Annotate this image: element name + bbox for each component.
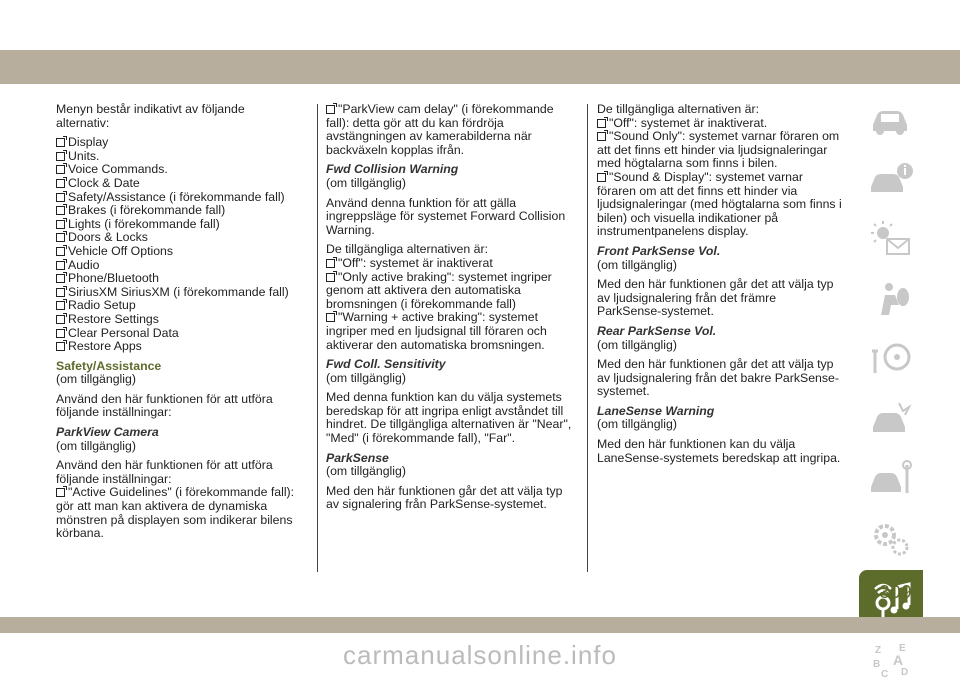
- car-wrench-icon: [869, 459, 913, 499]
- bullet-icon: [56, 488, 65, 497]
- bullet-icon: [326, 313, 335, 322]
- bullet-icon: [56, 193, 65, 202]
- car-crash-icon: [869, 399, 913, 439]
- front-parksense-availability: (om tillgänglig): [597, 257, 677, 272]
- car-warning-info-icon: [869, 159, 913, 199]
- list-item: Display: [56, 136, 296, 150]
- list-item: Clear Personal Data: [56, 327, 296, 341]
- tab-getting-to-know[interactable]: [859, 90, 923, 148]
- rear-parksense-text: Med den här funktionen går det att välja typ av ljudsignalering från det bakre ParkSense-systemet.: [597, 357, 839, 399]
- bullet-icon: [56, 152, 65, 161]
- tab-starting-driving[interactable]: [859, 270, 923, 328]
- list-item: SiriusXM SiriusXM (i förekommande fall): [56, 286, 296, 300]
- rear-parksense-availability: (om tillgänglig): [597, 337, 677, 352]
- header-band: [0, 50, 960, 84]
- safety-availability: (om tillgänglig): [56, 372, 136, 387]
- bullet-icon: [326, 105, 335, 114]
- column-1: [56, 103, 296, 547]
- svg-text:D: D: [901, 667, 909, 678]
- lanesense-heading: LaneSense Warning: [597, 403, 715, 418]
- fcw-options-intro: De tillgängliga alternativen är:: [326, 242, 489, 257]
- svg-text:B: B: [873, 659, 881, 670]
- svg-text:C: C: [881, 669, 889, 679]
- watermark: carmanualsonline.info: [343, 640, 617, 670]
- list-item: Doors & Locks: [56, 231, 296, 245]
- bullet-icon: [56, 247, 65, 256]
- fcw-heading: Fwd Collision Warning: [326, 162, 459, 177]
- list-item: Units.: [56, 150, 296, 164]
- bullet-icon: [56, 261, 65, 270]
- tab-servicing[interactable]: [859, 450, 923, 508]
- gears-icon: [869, 519, 913, 559]
- bullet-icon: [56, 315, 65, 324]
- list-item: Lights (i förekommande fall): [56, 218, 296, 232]
- bullet-icon: [56, 329, 65, 338]
- airbag-person-icon: [869, 279, 913, 319]
- bullet-icon: [56, 301, 65, 310]
- fcw-availability: (om tillgänglig): [326, 175, 406, 190]
- bullet-icon: [326, 273, 335, 282]
- sensitivity-heading: Fwd Coll. Sensitivity: [326, 357, 446, 372]
- bullet-icon: [56, 179, 65, 188]
- rear-parksense-heading: Rear ParkSense Vol.: [597, 323, 717, 338]
- parkview-delay-list: [326, 103, 578, 157]
- options-intro: De tillgängliga alternativen är:: [597, 102, 760, 116]
- list-item: "Active Guidelines" (i förekommande fall): gör att man kan aktivera de dynamiska mönstren på displayen som indikerar bilens körbana.: [56, 485, 295, 541]
- fcw-text: Använd denna funktion för att gälla ingreppsläge för systemet Forward Collision Warning.: [326, 195, 566, 237]
- bullet-icon: [56, 274, 65, 283]
- parkview-heading: ParkView Camera: [56, 425, 159, 440]
- list-item: "Only active braking": systemet ingriper genom att aktivera den automatiska bromsningen (i förekommande fall): [326, 269, 552, 311]
- list-item: "Sound Only": systemet varnar föraren om att det finns ett hinder via ljudsignaleringar med högtalarna som finns i bilen.: [597, 129, 840, 171]
- list-item: Restore Settings: [56, 313, 296, 327]
- list-item: Safety/Assistance (i förekommande fall): [56, 191, 296, 205]
- bullet-icon: [56, 138, 65, 147]
- bullet-icon: [56, 233, 65, 242]
- steering-tools-icon: [869, 339, 913, 379]
- safety-text: Använd den här funktionen för att utföra följande inställningar:: [56, 391, 273, 420]
- sensitivity-text: Med denna funktion kan du välja systemets beredskap för att ingripa enligt avståndet till hindret. De tillgängliga alternativen är "Near", "Med" (i förekommande fall), "Far".: [326, 390, 572, 446]
- car-info-icon: [869, 99, 913, 139]
- list-item: Radio Setup: [56, 299, 296, 313]
- top-margin: [0, 0, 960, 50]
- lanesense-text: Med den här funktionen kan du välja LaneSense-systemets beredskap att ingripa.: [597, 437, 841, 465]
- column-divider: [587, 104, 588, 572]
- parksense-options-list: [597, 117, 843, 239]
- bullet-icon: [56, 165, 65, 174]
- parkview-list: [56, 486, 296, 540]
- bullet-icon: [597, 132, 606, 141]
- bullet-icon: [56, 206, 65, 215]
- page-number: 309: [879, 582, 913, 602]
- parkview-availability: (om tillgänglig): [56, 438, 136, 453]
- bullet-icon: [326, 259, 335, 268]
- tab-instrument-panel[interactable]: [859, 150, 923, 208]
- bullet-icon: [597, 119, 606, 128]
- tab-emergency[interactable]: [859, 330, 923, 388]
- list-item: Vehicle Off Options: [56, 245, 296, 259]
- column-3: [597, 103, 843, 471]
- sensitivity-availability: (om tillgänglig): [326, 370, 406, 385]
- list-item: "Off": systemet är inaktiverat.: [597, 117, 843, 131]
- bullet-icon: [56, 342, 65, 351]
- lights-message-icon: [869, 219, 913, 259]
- list-item: "ParkView cam delay" (i förekommande fall): detta gör att du kan fördröja avstängningen av kamerabilderna när backväxeln kopplas ifrån.: [326, 102, 554, 157]
- bullet-icon: [597, 173, 606, 182]
- lanesense-availability: (om tillgänglig): [597, 417, 677, 432]
- list-item: "Off": systemet är inaktiverat: [326, 257, 578, 271]
- parkview-text: Använd den här funktionen för att utföra följande inställningar:: [56, 458, 273, 486]
- column-divider: [317, 104, 318, 572]
- safety-heading: Safety/Assistance: [56, 358, 162, 373]
- front-parksense-text: Med den här funktionen går det att välja typ av ljudsignalering från det främre ParkSense-systemet.: [597, 277, 834, 319]
- bullet-icon: [56, 288, 65, 297]
- tab-technical-specifications[interactable]: [859, 510, 923, 568]
- list-item: "Warning + active braking": systemet ingriper med en ljudsignal till föraren och aktiverar den automatiska bromsningen.: [326, 310, 547, 352]
- list-item: Restore Apps: [56, 340, 296, 354]
- list-item: Phone/Bluetooth: [56, 272, 296, 286]
- tab-in-an-emergency[interactable]: [859, 390, 923, 448]
- svg-text:E: E: [899, 643, 906, 654]
- list-item: Voice Commands.: [56, 163, 296, 177]
- fcw-options-list: [326, 257, 578, 352]
- parksense-availability: (om tillgänglig): [326, 464, 406, 479]
- parksense-text: Med den här funktionen går det att välja typ av signalering från ParkSense-systemet.: [326, 483, 563, 512]
- svg-text:A: A: [893, 652, 904, 668]
- list-item: Audio: [56, 259, 296, 273]
- svg-text:Z: Z: [875, 645, 882, 656]
- bullet-icon: [56, 220, 65, 229]
- column-2: [326, 103, 578, 518]
- list-item: Clock & Date: [56, 177, 296, 191]
- menu-intro: Menyn består indikativt av följande alternativ:: [56, 102, 245, 130]
- list-item: "Sound & Display": systemet varnar föraren om att det finns ett hinder via ljudsignaleringar (med högtalarna som finns i bilen) och visuella indikationer på instrumentpanelens display.: [597, 169, 842, 239]
- list-item: Brakes (i förekommande fall): [56, 204, 296, 218]
- tab-safety[interactable]: [859, 210, 923, 268]
- front-parksense-heading: Front ParkSense Vol.: [597, 243, 721, 258]
- footer-band: [0, 617, 960, 633]
- parksense-heading: ParkSense: [326, 450, 389, 465]
- menu-list: [56, 136, 296, 354]
